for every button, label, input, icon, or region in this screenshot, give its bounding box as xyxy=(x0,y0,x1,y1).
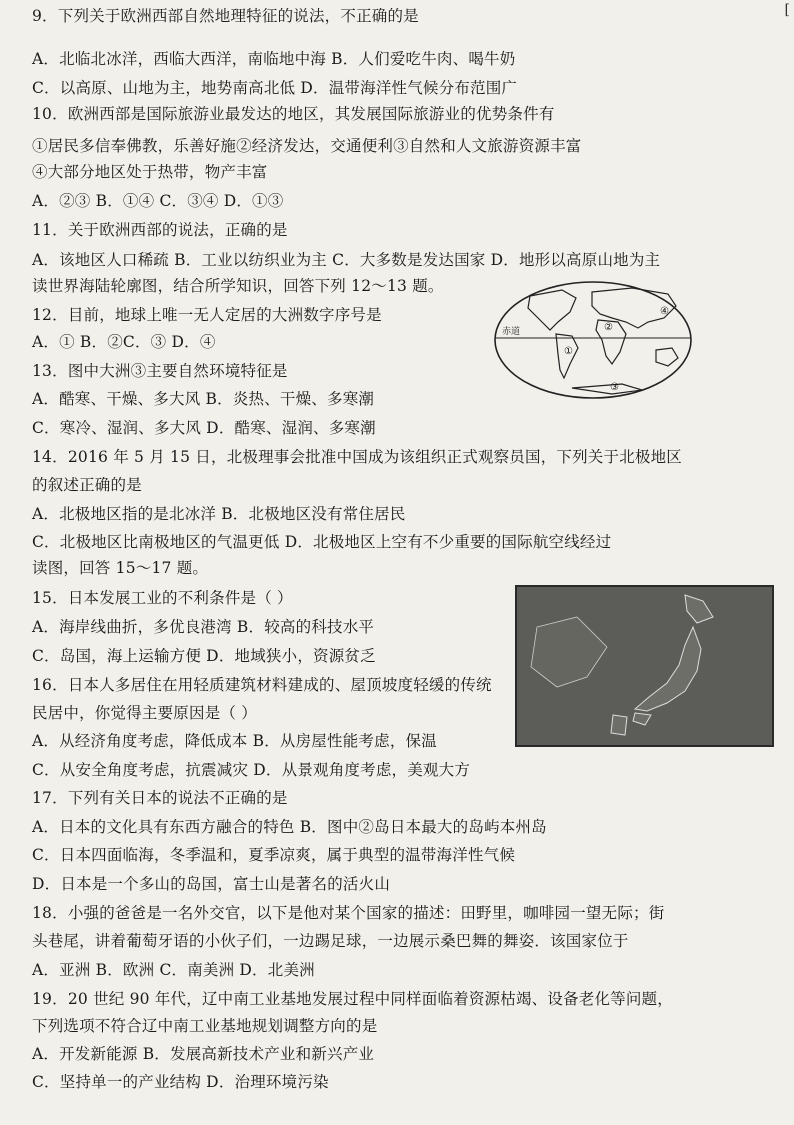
text-line: A．②③ B．①④ C．③④ D．①③ xyxy=(32,192,284,210)
text-line: A．酷寒、干燥、多大风 B．炎热、干燥、多寒潮 xyxy=(32,390,375,408)
text-line: 读世界海陆轮廓图，结合所学知识，回答下列 12～13 题。 xyxy=(32,277,444,295)
text-line: 15．日本发展工业的不利条件是（ ） xyxy=(32,589,293,607)
text-line: C．日本四面临海，冬季温和，夏季凉爽，属于典型的温带海洋性气候 xyxy=(32,846,516,864)
text-line: ④大部分地区处于热带，物产丰富 xyxy=(32,163,268,181)
text-line: 下列选项不符合辽中南工业基地规划调整方向的是 xyxy=(32,1017,378,1035)
australia-outline xyxy=(656,348,678,366)
japan-map xyxy=(515,585,774,747)
kyushu-island xyxy=(611,715,627,735)
text-line: C．坚持单一的产业结构 D．治理环境污染 xyxy=(32,1073,329,1091)
text-line: A．北临北冰洋，西临大西洋，南临地中海 B．人们爱吃牛肉、喝牛奶 xyxy=(32,50,516,68)
text-line: ①居民多信奉佛教，乐善好施②经济发达，交通便利③自然和人文旅游资源丰富 xyxy=(32,137,582,155)
north-america-outline xyxy=(528,290,576,330)
text-line: 10．欧洲西部是国际旅游业最发达的地区，其发展国际旅游业的优势条件有 xyxy=(32,105,555,123)
text-line: A．开发新能源 B．发展高新技术产业和新兴产业 xyxy=(32,1045,375,1063)
antarctica-outline xyxy=(572,384,642,394)
text-line: D．日本是一个多山的岛国，富士山是著名的活火山 xyxy=(32,875,391,893)
world-outline-map xyxy=(492,278,694,402)
text-line: C．寒冷、湿润、多大风 D．酷寒、湿润、多寒潮 xyxy=(32,419,376,437)
map-marker-2: ② xyxy=(604,322,613,333)
text-line: C．以高原、山地为主，地势南高北低 D．温带海洋性气候分布范围广 xyxy=(32,79,518,97)
text-line: 的叙述正确的是 xyxy=(32,476,142,494)
map-marker-1: ① xyxy=(564,346,573,357)
text-line: A．海岸线曲折，多优良港湾 B．较高的科技水平 xyxy=(32,618,375,636)
text-line: A．日本的文化具有东西方融合的特色 B．图中②岛日本最大的岛屿本州岛 xyxy=(32,818,547,836)
corner-mark: [ xyxy=(784,2,790,18)
text-line: 11．关于欧洲西部的说法，正确的是 xyxy=(32,221,288,239)
text-line: 13．图中大洲③主要自然环境特征是 xyxy=(32,362,288,380)
text-line: 12．目前，地球上唯一无人定居的大洲数字序号是 xyxy=(32,306,382,324)
text-line: A．从经济角度考虑，降低成本 B．从房屋性能考虑，保温 xyxy=(32,732,437,750)
text-line: C．岛国，海上运输方便 D．地域狭小，资源贫乏 xyxy=(32,647,376,665)
equator-label: 赤道 xyxy=(502,327,521,337)
text-line: A．该地区人口稀疏 B．工业以纺织业为主 C．大多数是发达国家 D．地形以高原山地为主 xyxy=(32,251,661,269)
text-line: C．北极地区比南极地区的气温更低 D．北极地区上空有不少重要的国际航空线经过 xyxy=(32,533,612,551)
text-line: A．北极地区指的是北冰洋 B．北极地区没有常住居民 xyxy=(32,505,406,523)
text-line: A．亚洲 B．欧洲 C．南美洲 D．北美洲 xyxy=(32,961,315,979)
map-border xyxy=(495,282,691,398)
text-line: 16．日本人多居住在用轻质建筑材料建成的、屋顶坡度轻缓的传统 xyxy=(32,676,492,694)
text-line: 19．20 世纪 90 年代，辽中南工业基地发展过程中同样面临着资源枯竭、设备老化等问题， xyxy=(32,990,673,1008)
map-marker-4: ④ xyxy=(660,306,669,317)
text-line: 17．下列有关日本的说法不正确的是 xyxy=(32,789,288,807)
text-line: A．① B．②C．③ D．④ xyxy=(32,333,216,351)
text-line: 9．下列关于欧洲西部自然地理特征的说法，不正确的是 xyxy=(32,7,419,25)
text-line: C．从安全角度考虑，抗震减灾 D．从景观角度考虑，美观大方 xyxy=(32,761,471,779)
map-marker-3: ③ xyxy=(610,382,619,393)
text-line: 14．2016 年 5 月 15 日，北极理事会批准中国成为该组织正式观察员国，下列关于北极地区 xyxy=(32,448,682,466)
text-line: 读图，回答 15～17 题。 xyxy=(32,559,209,577)
text-line: 18．小强的爸爸是一名外交官，以下是他对某个国家的描述：田野里，咖啡园一望无际；街 xyxy=(32,904,665,922)
text-line: 民居中，你觉得主要原因是（ ） xyxy=(32,704,257,722)
text-line: 头巷尾，讲着葡萄牙语的小伙子们，一边踢足球，一边展示桑巴舞的舞姿．该国家位于 xyxy=(32,932,629,950)
